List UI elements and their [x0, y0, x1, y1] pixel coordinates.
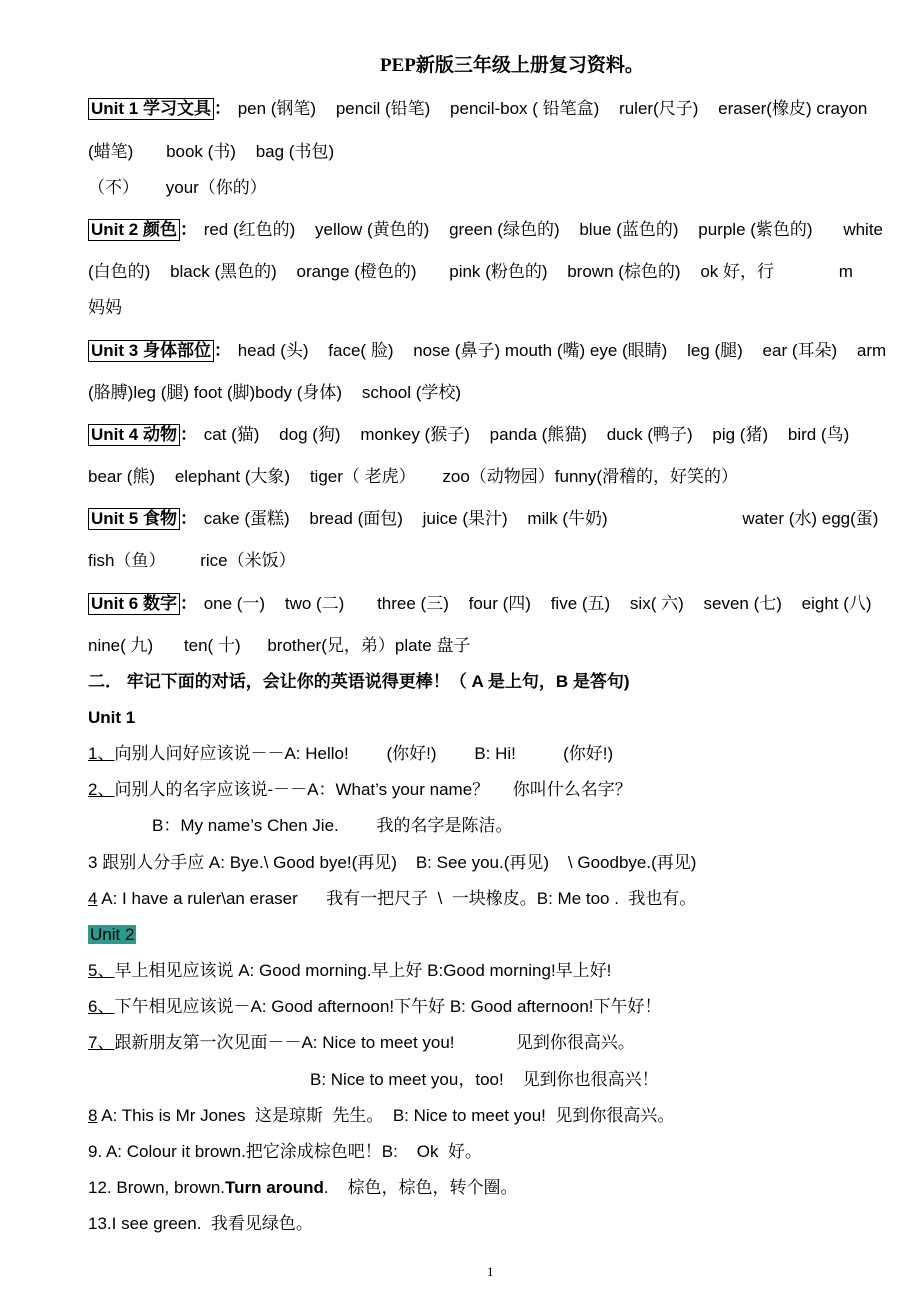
dialog-line	[88, 888, 696, 910]
dialog-line	[88, 1177, 517, 1199]
vocab-item: fish（鱼）	[88, 551, 166, 570]
unit2-line1: Unit 2 颜色 ： red (红色的) yellow (黄色的) green (绿色的) blue (蓝色的) purple (紫色的) white	[88, 219, 898, 241]
unit1-dialog-heading: Unit 1	[88, 708, 136, 727]
unit1-line1: Unit 1 学习文具 ： pen (钢笔) pencil (铅笔) pencil-box ( 铅笔盒) ruler(尺子) eraser(橡皮) crayon	[88, 98, 882, 120]
vocab-item: bread (面包)	[309, 509, 403, 528]
vocab-item: cake (蛋糕)	[203, 509, 290, 528]
dialog-number: 3	[88, 853, 98, 872]
vocab-item: orange (橙色的)	[296, 262, 417, 281]
vocab-item: book (书)	[166, 142, 236, 161]
vocab-item: pen (钢笔)	[237, 99, 317, 118]
unit2-line2	[88, 261, 868, 283]
vocab-item: tiger（ 老虎）	[309, 467, 416, 486]
unit4-label: Unit 4 动物	[88, 424, 180, 446]
dialog-text: 跟别人分手应 A: Bye.\ Good bye!(再见) B: See you.(再见) \ Goodbye.(再见)	[97, 853, 697, 872]
dialog-number: 8	[88, 1106, 98, 1125]
vocab-item: panda (熊猫)	[489, 425, 587, 444]
vocab-item: water (水) egg(蛋)	[742, 509, 879, 528]
unit1-line2	[88, 141, 349, 163]
vocab-item: elephant (大象)	[174, 467, 291, 486]
unit4-line1: Unit 4 动物 ： cat (猫) dog (狗) monkey (猴子) panda (熊猫) duck (鸭子) pig (猪) bird (鸟)	[88, 424, 864, 446]
dialog-text: . 棕色，棕色，转个圈。	[323, 1178, 518, 1197]
vocab-item: bear (熊)	[88, 467, 156, 486]
vocab-item: leg (腿)	[687, 341, 743, 360]
vocab-item: pencil-box ( 铅笔盒)	[450, 99, 600, 118]
vocab-item: ok 好，行	[700, 262, 774, 281]
vocab-item: three (三)	[377, 594, 449, 613]
unit2-line3	[88, 297, 137, 319]
dialog-line	[88, 960, 611, 982]
vocab-item: （不）	[88, 178, 139, 197]
unit6-line1: Unit 6 数字 ： one (一) two (二) three (三) four (四) five (五) six( 六) seven (七) eight (八)	[88, 593, 887, 615]
dialog-text: A: I have a ruler\an eraser 我有一把尺子 \ 一块橡皮。B: Me too . 我也有。	[97, 889, 697, 908]
dialog-line	[152, 815, 513, 837]
unit2-label: Unit 2 颜色	[88, 219, 180, 241]
vocab-item: four (四)	[468, 594, 531, 613]
vocab-item: monkey (猴子)	[360, 425, 470, 444]
vocab-item: ten( 十)	[183, 636, 241, 655]
vocab-item: nine( 九)	[88, 636, 154, 655]
dialog-line	[88, 852, 696, 874]
dialog-line	[88, 1213, 313, 1235]
vocab-item: bird (鸟)	[787, 425, 850, 444]
vocab-item: red (红色的)	[203, 220, 296, 239]
dialog-text: 13.I see green. 我看见绿色。	[88, 1214, 313, 1233]
page-number: 1	[487, 1264, 494, 1279]
dialog-text: 向别人问好应该说－－A: Hello! (你好!) B: Hi! (你好!)	[114, 744, 614, 763]
unit4-line2	[88, 466, 753, 488]
vocab-item: one (一)	[203, 594, 266, 613]
dialog-text: 问别人的名字应该说-－－A：What’s your name？ 你叫什么名字？	[114, 780, 632, 799]
vocab-item: face( 脸)	[328, 341, 394, 360]
vocab-item: nose (鼻子) mouth (嘴) eye (眼睛)	[413, 341, 668, 360]
vocab-item: m	[838, 262, 853, 281]
unit6-label: Unit 6 数字	[88, 593, 180, 615]
dialog-line	[88, 743, 613, 765]
dialog-text: 12. Brown, brown.	[88, 1178, 226, 1197]
vocab-item: juice (果汁)	[422, 509, 508, 528]
dialog-number: 5、	[88, 961, 115, 980]
vocab-item: blue (蓝色的)	[579, 220, 679, 239]
vocab-item: rice（米饭）	[200, 551, 296, 570]
vocab-item: dog (狗)	[279, 425, 341, 444]
vocab-item: ear (耳朵)	[762, 341, 838, 360]
dialog-line	[88, 1141, 482, 1163]
dialog-number: 1、	[88, 744, 115, 763]
vocab-item: 妈妈	[88, 298, 122, 317]
vocab-item: (蜡笔)	[88, 142, 134, 161]
unit3-line2	[88, 382, 476, 404]
dialog-line	[88, 1032, 635, 1054]
vocab-item: brother(兄，弟）plate 盘子	[267, 636, 471, 655]
dialog-number: 7、	[88, 1033, 115, 1052]
vocab-item: ruler(尺子)	[619, 99, 699, 118]
unit5-label: Unit 5 食物	[88, 508, 180, 530]
dialog-line	[310, 1069, 659, 1091]
vocab-item: pencil (铅笔)	[335, 99, 431, 118]
vocab-item: eight (八)	[801, 594, 872, 613]
unit3-label: Unit 3 身体部位	[88, 340, 214, 362]
vocab-item: purple (紫色的)	[698, 220, 813, 239]
vocab-item: white	[843, 220, 883, 239]
vocab-item: (胳膊)leg (腿) foot (脚)body (身体)	[88, 383, 343, 402]
vocab-item: green (绿色的)	[449, 220, 560, 239]
vocab-item: pink (粉色的)	[449, 262, 548, 281]
dialog-text: 早上相见应该说 A: Good morning.早上好 B:Good morning!早上好!	[114, 961, 612, 980]
dialog-text: B：My name’s Chen Jie. 我的名字是陈洁。	[152, 816, 513, 835]
vocab-item: school (学校)	[361, 383, 462, 402]
section2-heading: 二． 牢记下面的对话，会让你的英语说得更棒！（ A 是上句，B 是答句)	[88, 672, 630, 691]
vocab-item: zoo（动物园）funny(滑稽的，好笑的）	[442, 467, 739, 486]
unit3-line1: Unit 3 身体部位 ： head (头) face( 脸) nose (鼻子) mouth (嘴) eye (眼睛) leg (腿) ear (耳朵) arm	[88, 340, 901, 362]
unit5-line2	[88, 550, 311, 572]
vocab-item: duck (鸭子)	[606, 425, 693, 444]
unit5-line1: Unit 5 食物 ： cake (蛋糕) bread (面包) juice (果汁) milk (牛奶) water (水) egg(蛋)	[88, 508, 893, 530]
vocab-item: eraser(橡皮) crayon	[718, 99, 868, 118]
unit1-label: Unit 1 学习文具	[88, 98, 214, 120]
dialog-line	[88, 1105, 674, 1127]
dialog-text-bold: Turn around	[225, 1178, 324, 1197]
vocab-item: six( 六)	[629, 594, 684, 613]
dialog-text: B: Nice to meet you，too! 见到你也很高兴！	[310, 1070, 659, 1089]
dialog-text: 跟新朋友第一次见面－－A: Nice to meet you! 见到你很高兴。	[114, 1033, 635, 1052]
dialog-text: A: This is Mr Jones 这是琼斯 先生。 B: Nice to meet you! 见到你很高兴。	[97, 1106, 675, 1125]
vocab-item: cat (猫)	[203, 425, 260, 444]
vocab-item: arm	[856, 341, 887, 360]
dialog-number: 6、	[88, 997, 115, 1016]
vocab-item: pig (猪)	[712, 425, 769, 444]
vocab-item: yellow (黄色的)	[315, 220, 430, 239]
dialog-line	[88, 996, 662, 1018]
vocab-item: milk (牛奶)	[527, 509, 608, 528]
dialog-text: 9. A: Colour it brown.把它涂成棕色吧！B: Ok 好。	[88, 1142, 482, 1161]
vocab-item: black (黑色的)	[170, 262, 277, 281]
unit6-line2	[88, 635, 485, 657]
vocab-item: head (头)	[237, 341, 309, 360]
unit2-dialog-heading: Unit 2	[90, 925, 135, 944]
dialog-number: 2、	[88, 780, 115, 799]
dialog-text: 下午相见应该说－A: Good afternoon!下午好 B: Good afternoon!下午好！	[114, 997, 662, 1016]
vocab-item: seven (七)	[703, 594, 782, 613]
unit1-line3	[88, 177, 282, 199]
vocab-item: (白色的)	[88, 262, 151, 281]
page-title: PEP新版三年级上册复习资料。	[380, 55, 644, 76]
vocab-item: brown (棕色的)	[567, 262, 681, 281]
vocab-item: two (二)	[284, 594, 345, 613]
vocab-item: your（你的）	[165, 178, 267, 197]
unit2-dialog-heading-wrap	[88, 924, 136, 946]
dialog-number: 4	[88, 889, 98, 908]
vocab-item: five (五)	[550, 594, 611, 613]
vocab-item: bag (书包)	[255, 142, 335, 161]
dialog-line	[88, 779, 632, 801]
